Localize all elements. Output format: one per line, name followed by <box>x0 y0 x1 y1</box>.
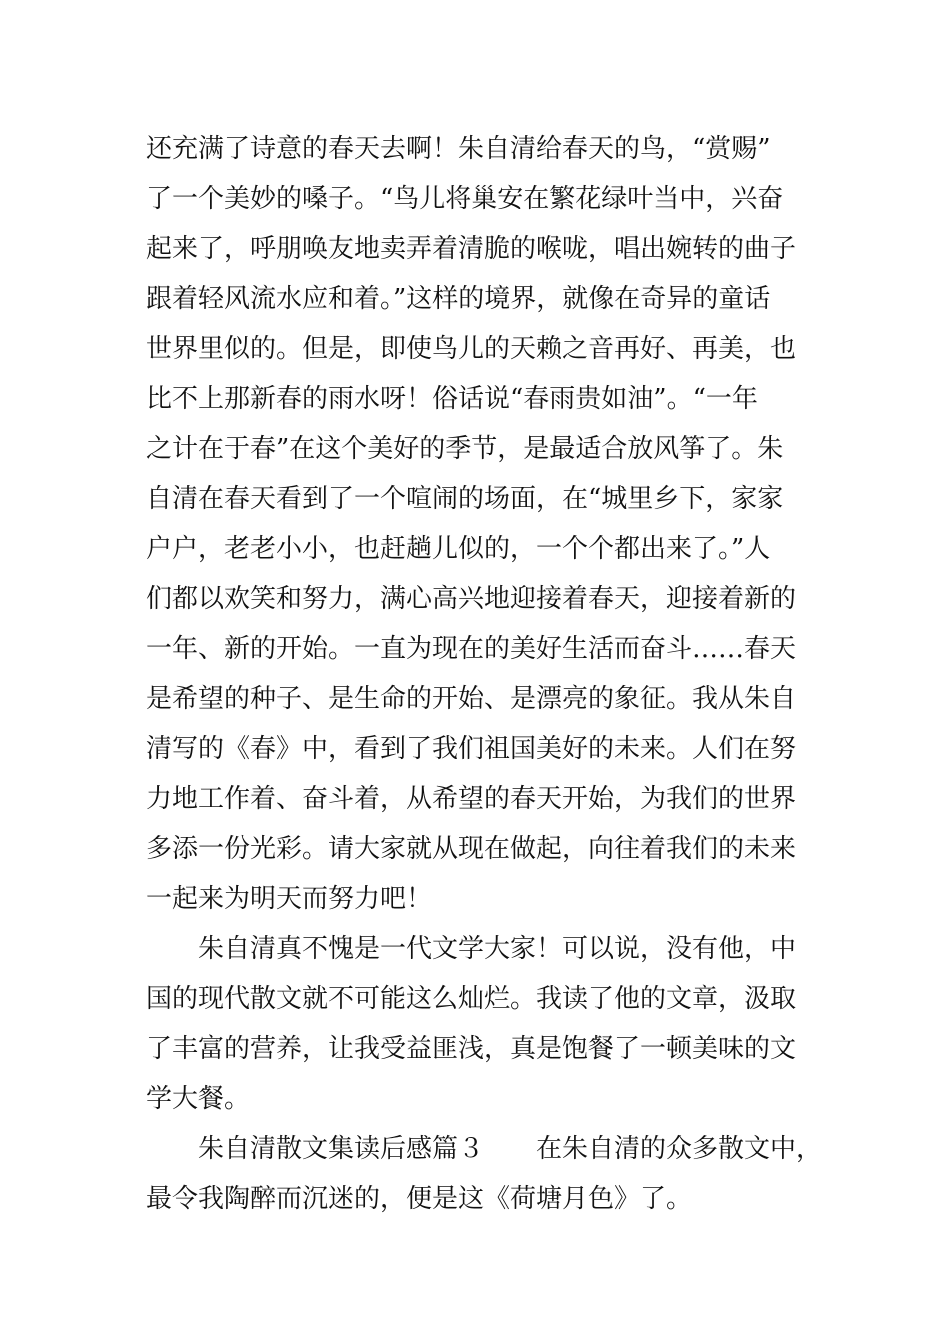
text-line: 是希望的种子、是生命的开始、是漂亮的象征。我从朱自 <box>146 684 797 714</box>
text-line: 清写的《春》中，看到了我们祖国美好的未来。人们在努 <box>146 734 797 764</box>
text-line: 朱自清散文集读后感篇３ 在朱自清的众多散文中， <box>146 1134 823 1164</box>
text-line: 学大餐。 <box>146 1084 251 1114</box>
text-line: 世界里似的。但是，即使鸟儿的天赖之音再好、再美，也 <box>146 334 797 364</box>
text-line: 力地工作着、奋斗着，从希望的春天开始，为我们的世界 <box>146 784 797 814</box>
text-line: 多添一份光彩。请大家就从现在做起，向往着我们的未来 <box>146 834 797 864</box>
text-line: 了丰富的营养，让我受益匪浅，真是饱餐了一顿美味的文 <box>146 1034 797 1064</box>
text-line: 比不上那新春的雨水呀！俗话说“春雨贵如油”。“一年 <box>146 384 758 414</box>
text-line: 一起来为明天而努力吧！ <box>146 884 433 914</box>
text-line: 起来了，呼朋唤友地卖弄着清脆的喉咙，唱出婉转的曲子 <box>146 234 797 264</box>
text-line: 自清在春天看到了一个喧闹的场面，在“城里乡下，家家 <box>146 484 784 514</box>
text-line: 最令我陶醉而沉迷的，便是这《荷塘月色》了。 <box>146 1184 693 1214</box>
text-line: 还充满了诗意的春天去啊！朱自清给春天的鸟，“赏赐” <box>146 134 771 164</box>
text-line: 跟着轻风流水应和着。”这样的境界，就像在奇异的童话 <box>146 284 771 314</box>
text-line: 之计在于春”在这个美好的季节，是最适合放风筝了。朱 <box>146 434 784 464</box>
text-line: 户户，老老小小，也赶趟儿似的，一个个都出来了。”人 <box>146 534 771 564</box>
text-line: 国的现代散文就不可能这么灿烂。我读了他的文章，汲取 <box>146 984 797 1014</box>
text-line: 了一个美妙的嗓子。“鸟儿将巢安在繁花绿叶当中，兴奋 <box>146 184 784 214</box>
text-line: 朱自清真不愧是一代文学大家！可以说，没有他，中 <box>146 934 797 964</box>
text-line: 一年、新的开始。一直为现在的美好生活而奋斗……春天 <box>146 634 797 664</box>
text-line: 们都以欢笑和努力，满心高兴地迎接着春天，迎接着新的 <box>146 584 797 614</box>
